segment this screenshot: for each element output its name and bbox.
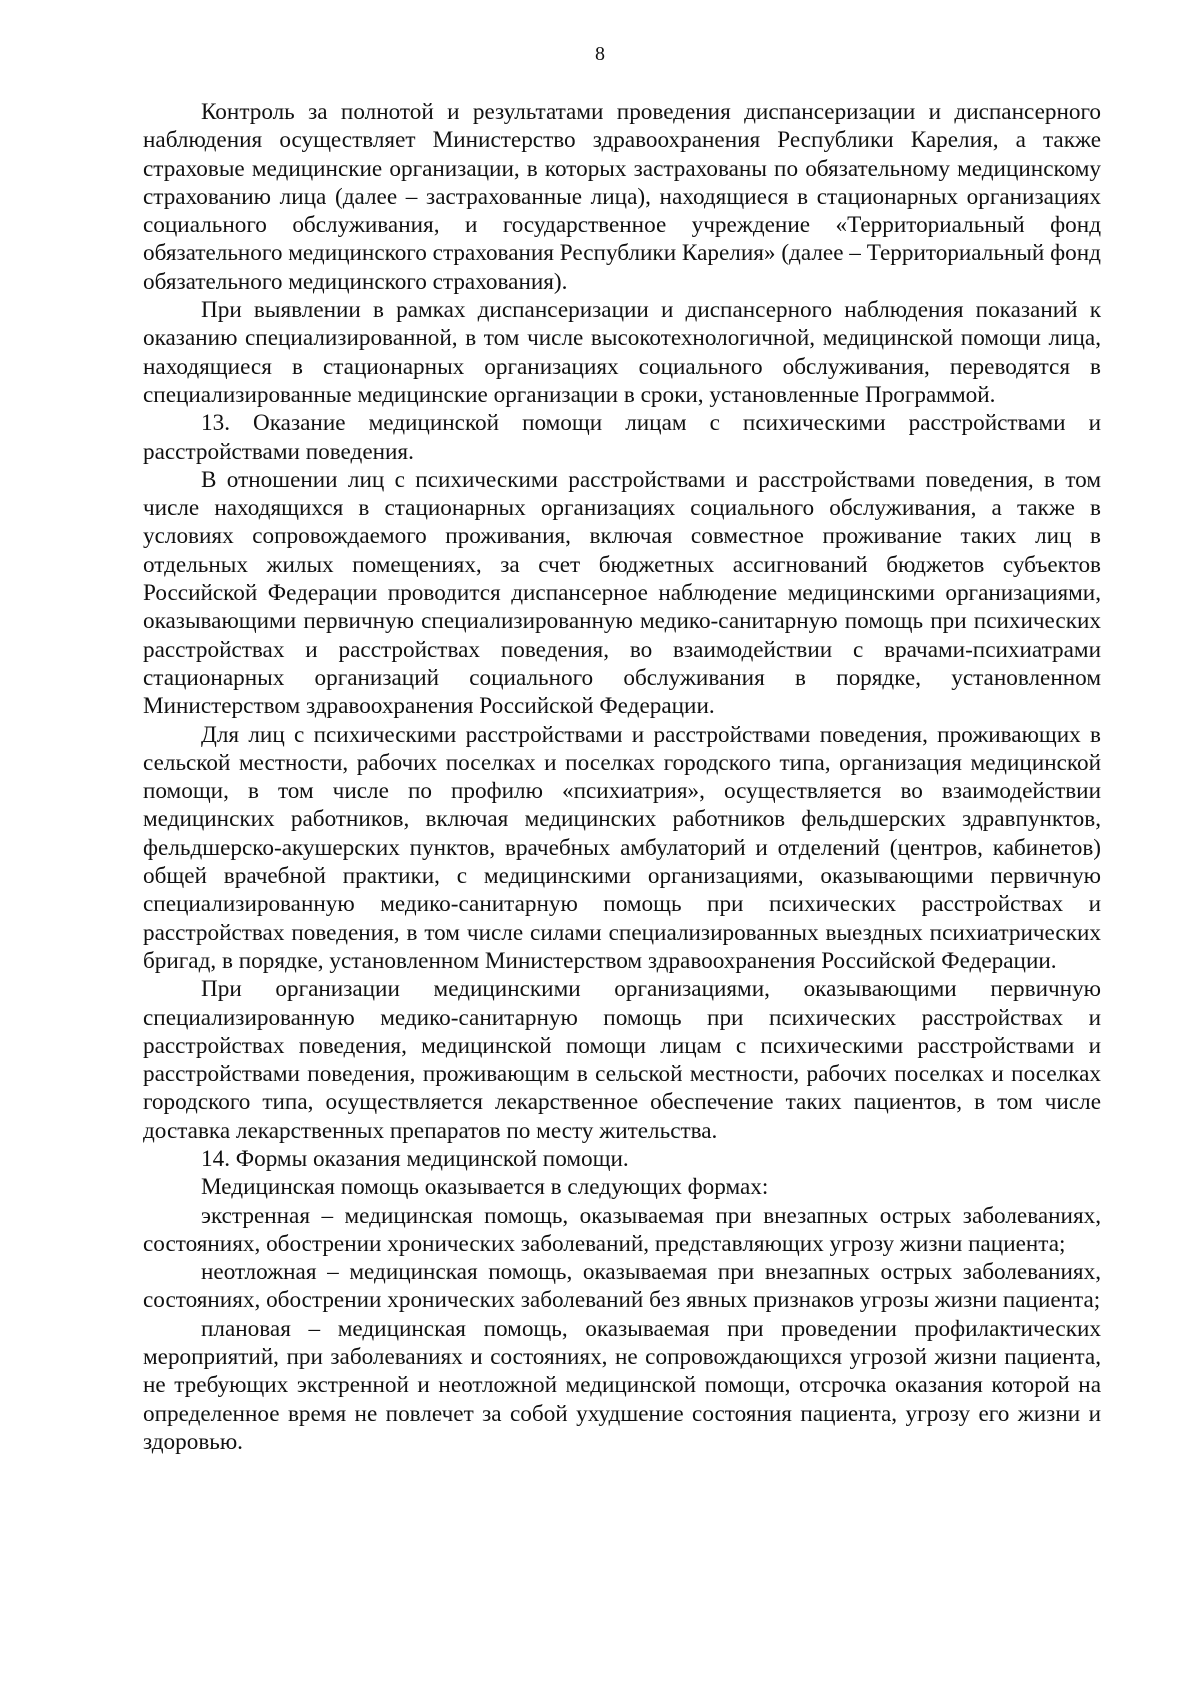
section-13-heading: 13. Оказание медицинской помощи лицам с психическими расстройствами и расстройствами поведения. bbox=[143, 410, 1101, 465]
paragraph-urgent-care: неотложная – медицинская помощь, оказываемая при внезапных острых заболеваниях, состояниях, обострении хронических заболеваний без явных признаков угрозы жизни пациента; bbox=[143, 1259, 1101, 1314]
page-number: 8 bbox=[595, 43, 605, 65]
paragraph-rural-psychiatric-care: Для лиц с психическими расстройствами и расстройствами поведения, проживающих в сельской местности, рабочих поселках и поселках городского типа, организация медицинской помощи, в том числе по профилю «психиатрия», осуществляется во взаимодействии медицинских работников, включая медицинских работников фельдшерских здравпунктов, фельдшерско-акушерских пунктов, врачебных амбулаторий и отделений (центров, кабинетов) общей врачебной практики, с медицинскими организациями, оказывающими первичную специализированную медико-санитарную помощь при психических расстройствах и расстройствах поведения, в том числе силами специализированных выездных психиатрических бригад, в порядке, установленном Министерством здравоохранения Российской Федерации. bbox=[143, 721, 1101, 974]
paragraph-care-forms-intro: Медицинская помощь оказывается в следующих формах: bbox=[201, 1174, 769, 1201]
section-14-heading: 14. Формы оказания медицинской помощи. bbox=[201, 1145, 629, 1172]
document-body bbox=[143, 98, 1101, 1456]
paragraph-specialized-transfer: При выявлении в рамках диспансеризации и диспансерного наблюдения показаний к оказанию специализированной, в том числе высокотехнологичной, медицинской помощи лица, находящиеся в стационарных организациях социального обслуживания, переводятся в специализированные медицинские организации в сроки, установленные Программой. bbox=[143, 297, 1101, 408]
paragraph-drug-provision: При организации медицинскими организациями, оказывающими первичную специализированную медико-санитарную помощь при психических расстройствах и расстройствах поведения, медицинской помощи лицам с психическими расстройствами и расстройствами поведения, проживающим в сельской местности, рабочих поселках и поселках городского типа, осуществляется лекарственное обеспечение таких пациентов, в том числе доставка лекарственных препаратов по месту жительства. bbox=[143, 976, 1101, 1144]
paragraph-mental-disorders-observation: В отношении лиц с психическими расстройствами и расстройствами поведения, в том числе находящихся в стационарных организациях социального обслуживания, а также в условиях сопровождаемого проживания, включая совместное проживание таких лиц в отдельных жилых помещениях, за счет бюджетных ассигнований бюджетов субъектов Российской Федерации проводится диспансерное наблюдение медицинскими организациями, оказывающими первичную специализированную медико-санитарную помощь при психических расстройствах и расстройствах поведения, во взаимодействии с врачами-психиатрами стационарных организаций социального обслуживания в порядке, установленном Министерством здравоохранения Российской Федерации. bbox=[143, 466, 1101, 720]
paragraph-emergency-care: экстренная – медицинская помощь, оказываемая при внезапных острых заболеваниях, состояниях, обострении хронических заболеваний, представляющих угрозу жизни пациента; bbox=[143, 1202, 1101, 1257]
paragraph-planned-care: плановая – медицинская помощь, оказываемая при проведении профилактических мероприятий, при заболеваниях и состояниях, не сопровождающихся угрозой жизни пациента, не требующих экстренной и неотложной медицинской помощи, отсрочка оказания которой на определенное время не повлечет за собой ухудшение состояния пациента, угрозу его жизни и здоровью. bbox=[143, 1315, 1101, 1455]
paragraph-monitoring-control: Контроль за полнотой и результатами проведения диспансеризации и диспансерного наблюдения осуществляет Министерство здравоохранения Республики Карелия, а также страховые медицинские организации, в которых застрахованы по обязательному медицинскому страхованию лица (далее – застрахованные лица), находящиеся в стационарных организациях социального обслуживания, и государственное учреждение «Территориальный фонд обязательного медицинского страхования Республики Карелия» (далее – Территориальный фонд обязательного медицинского страхования). bbox=[143, 99, 1101, 295]
